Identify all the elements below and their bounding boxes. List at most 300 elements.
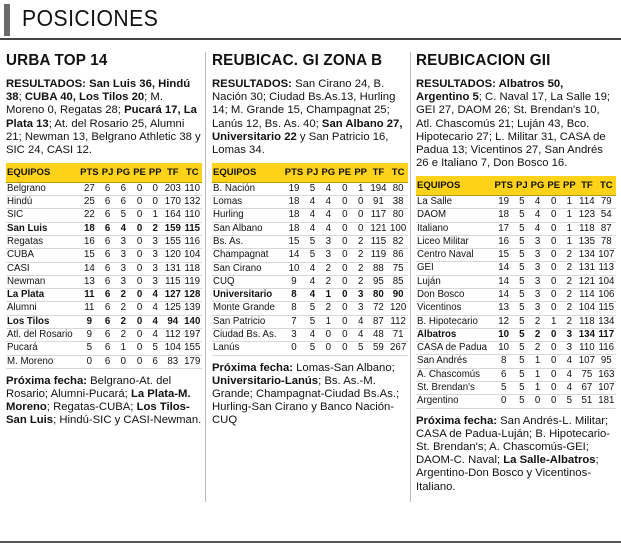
- pts-cell: 22: [78, 209, 100, 222]
- bottom-rule: [0, 541, 621, 543]
- tf-cell: 125: [164, 302, 181, 314]
- team-name-cell: B. Nación: [212, 182, 283, 195]
- results-paragraph: [6, 78, 202, 157]
- section-title: REUBICAC. GI ZONA B: [212, 52, 383, 69]
- pg-cell: 6: [115, 196, 132, 209]
- pts-cell: 5: [78, 342, 100, 355]
- pp-cell: 2: [147, 222, 163, 235]
- table-row: [6, 289, 202, 302]
- team-name-cell: Albatros: [416, 328, 493, 341]
- table-row: [6, 275, 202, 288]
- tf-cell: 120: [164, 249, 181, 261]
- next-fixtures-paragraph: [212, 362, 408, 428]
- pe-cell: 0: [337, 302, 353, 315]
- column-header-tc: TC: [183, 163, 202, 182]
- pe-cell: 0: [132, 182, 148, 195]
- pg-cell: 3: [529, 275, 546, 288]
- column-header-tf: TF: [163, 163, 182, 182]
- pts-cell: 6: [493, 368, 515, 381]
- text-run: y San Patricio 16, Lomas 34.: [212, 130, 389, 157]
- tc-cell: 113: [598, 262, 614, 274]
- bold-text-run: San Albano 27, Universitario 22: [212, 117, 403, 143]
- pe-cell: 0: [546, 222, 562, 235]
- tc-cell: 115: [184, 222, 201, 234]
- table-row: [416, 275, 616, 288]
- pp-cell: 3: [562, 328, 578, 341]
- team-name-cell: A. Chascomús: [416, 368, 493, 381]
- pg-cell: 0: [529, 395, 546, 408]
- pp-cell: 2: [562, 289, 578, 302]
- pj-cell: 5: [515, 328, 530, 341]
- table-row: [6, 262, 202, 275]
- section-title: URBA TOP 14: [6, 52, 108, 69]
- bold-text-run: Próxima fecha:: [416, 414, 501, 427]
- table-row: [212, 235, 408, 248]
- pj-cell: 4: [305, 209, 320, 222]
- pe-cell: 0: [546, 355, 562, 368]
- tf-cell: 119: [369, 249, 389, 262]
- pj-cell: 5: [515, 275, 530, 288]
- pp-cell: 0: [353, 196, 369, 209]
- tc-cell: 107: [598, 382, 615, 394]
- tc-cell: 128: [184, 289, 201, 301]
- pp-cell: 1: [562, 195, 578, 208]
- pg-cell: 0: [320, 342, 337, 355]
- team-name-cell: San Cirano: [212, 262, 283, 275]
- table-header-row: [6, 163, 202, 182]
- table-row: [212, 209, 408, 222]
- pts-cell: 16: [78, 235, 100, 248]
- tf-cell: 48: [369, 328, 389, 341]
- next-fixtures-paragraph: [6, 375, 202, 428]
- team-name-cell: CASA de Padua: [416, 342, 493, 355]
- pg-cell: 2: [115, 289, 132, 302]
- team-name-cell: Regatas: [6, 235, 78, 248]
- bold-text-run: San Luis 36, Hindú 38: [6, 78, 191, 104]
- tc-cell: 140: [184, 315, 201, 327]
- table-row: [6, 355, 202, 368]
- bold-text-run: Albatros 50, Argentino 5: [416, 78, 564, 104]
- team-name-cell: Alumni: [6, 302, 78, 315]
- pts-cell: 0: [78, 355, 100, 368]
- tc-cell: 54: [597, 209, 616, 222]
- page-title: POSICIONES: [22, 5, 159, 31]
- standings-table: [6, 163, 202, 369]
- pe-cell: 0: [132, 209, 148, 222]
- pts-cell: 9: [283, 275, 305, 288]
- pp-cell: 3: [147, 262, 163, 275]
- tc-cell: 197: [184, 328, 201, 340]
- table-row: [212, 342, 408, 355]
- tf-cell: 115: [165, 275, 181, 287]
- pts-cell: 15: [283, 235, 305, 248]
- pe-cell: 0: [337, 342, 353, 355]
- tf-cell: 194: [370, 182, 387, 194]
- pg-cell: 6: [115, 182, 132, 195]
- pg-cell: 2: [529, 342, 546, 355]
- team-name-cell: San Patricio: [212, 315, 283, 328]
- pg-cell: 2: [529, 315, 546, 328]
- pts-cell: 17: [493, 222, 515, 235]
- pj-cell: 5: [305, 315, 320, 328]
- team-name-cell: Argentino: [416, 395, 493, 408]
- pe-cell: 0: [337, 209, 353, 222]
- text-run: ; Regatas-CUBA;: [46, 401, 137, 414]
- pe-cell: 0: [546, 195, 562, 208]
- tc-cell: 116: [598, 342, 614, 354]
- bold-text-run: RESULTADOS:: [6, 78, 90, 90]
- text-run: ; Bs. As.-M. Grande; Champagnat-Ciudad Bs.As.; Hurling-San Cirano y Banco Nación-CUQ: [212, 374, 400, 427]
- tf-cell: 87: [369, 315, 389, 328]
- pp-cell: 6: [147, 355, 163, 368]
- pp-cell: 4: [147, 328, 163, 341]
- tf-cell: 131: [164, 262, 181, 274]
- pg-cell: 4: [320, 196, 337, 209]
- pj-cell: 4: [305, 262, 320, 275]
- pts-cell: 15: [493, 249, 515, 262]
- bold-text-run: CUBA 40, Los Tilos 20: [24, 91, 145, 104]
- pts-cell: 14: [493, 275, 515, 288]
- pg-cell: 2: [529, 328, 546, 341]
- pg-cell: 2: [320, 275, 337, 288]
- tc-cell: 179: [184, 355, 201, 367]
- pp-cell: 4: [147, 302, 163, 315]
- pp-cell: 0: [353, 209, 369, 222]
- column-header-equipos: EQUIPOS: [416, 176, 493, 195]
- pp-cell: 0: [353, 222, 369, 235]
- pg-cell: 1: [529, 368, 546, 381]
- column-header-pp: PP: [147, 163, 163, 182]
- bold-text-run: RESULTADOS:: [212, 78, 296, 90]
- tf-cell: 91: [369, 196, 389, 209]
- column-reubicacion-gii: [416, 52, 616, 494]
- pe-cell: 0: [337, 182, 353, 195]
- team-name-cell: St. Brendan's: [416, 382, 493, 395]
- column-header-tf: TF: [577, 176, 596, 195]
- pe-cell: 0: [546, 302, 562, 315]
- pe-cell: 0: [132, 289, 148, 302]
- text-run: ; At. del Rosario 25, Alumni 21; Newman 13, Belgrano Athletic 38 y SIC 24, CASI 12.: [6, 117, 201, 157]
- pj-cell: 6: [100, 196, 115, 209]
- table-row: [416, 355, 616, 368]
- column-divider: [205, 52, 206, 502]
- tc-cell: 86: [388, 249, 408, 262]
- pp-cell: 1: [353, 182, 369, 195]
- tf-cell: 75: [577, 368, 596, 381]
- table-row: [212, 302, 408, 315]
- tc-cell: 104: [598, 275, 615, 287]
- pts-cell: 11: [78, 289, 100, 302]
- pp-cell: 4: [562, 355, 578, 368]
- pts-cell: 18: [493, 209, 515, 222]
- pp-cell: 3: [147, 235, 163, 248]
- tf-cell: 115: [369, 235, 389, 248]
- team-name-cell: Lomas: [212, 196, 283, 209]
- table-row: [416, 195, 616, 208]
- pe-cell: 0: [337, 262, 353, 275]
- pts-cell: 14: [78, 262, 100, 275]
- pts-cell: 18: [283, 196, 305, 209]
- pg-cell: 2: [320, 262, 337, 275]
- table-row: [416, 302, 616, 315]
- pe-cell: 0: [132, 249, 148, 262]
- tf-cell: 134: [578, 328, 595, 340]
- pp-cell: 5: [147, 342, 163, 355]
- tc-cell: 82: [388, 235, 408, 248]
- table-row: [6, 196, 202, 209]
- pts-cell: 10: [493, 328, 515, 341]
- pts-cell: 13: [78, 275, 100, 288]
- pj-cell: 4: [305, 275, 320, 288]
- team-name-cell: CASI: [6, 262, 78, 275]
- pg-cell: 3: [529, 262, 546, 275]
- pj-cell: 6: [100, 182, 115, 195]
- pj-cell: 5: [515, 222, 530, 235]
- table-row: [212, 275, 408, 288]
- tf-cell: 95: [369, 275, 389, 288]
- table-row: [6, 235, 202, 248]
- tf-cell: 114: [579, 195, 595, 207]
- table-row: [212, 289, 408, 302]
- tf-cell: 88: [369, 262, 389, 275]
- tc-cell: 163: [598, 368, 615, 380]
- pg-cell: 0: [115, 355, 132, 368]
- pg-cell: 3: [115, 275, 132, 288]
- pg-cell: 4: [320, 182, 337, 195]
- tc-cell: 71: [388, 328, 408, 341]
- bold-text-run: La Salle-Albatros: [503, 454, 596, 467]
- tf-cell: 203: [164, 182, 181, 194]
- pp-cell: 4: [562, 382, 578, 395]
- table-row: [6, 182, 202, 195]
- pe-cell: 0: [337, 275, 353, 288]
- team-name-cell: Hindú: [6, 196, 78, 209]
- table-row: [212, 328, 408, 341]
- tc-cell: 134: [598, 315, 615, 327]
- pp-cell: 2: [353, 235, 369, 248]
- bold-text-run: Los Tilos-San Luis: [6, 401, 190, 427]
- pg-cell: 4: [529, 209, 546, 222]
- pp-cell: 3: [562, 342, 578, 355]
- pj-cell: 4: [305, 222, 320, 235]
- tf-cell: 104: [164, 342, 181, 354]
- tf-cell: 121: [578, 275, 595, 287]
- table-row: [416, 328, 616, 341]
- pts-cell: 14: [493, 262, 515, 275]
- pj-cell: 6: [100, 249, 115, 262]
- pg-cell: 1: [115, 342, 132, 355]
- pp-cell: 1: [147, 209, 163, 222]
- tf-cell: 121: [370, 222, 387, 234]
- column-reubicac-gi-zona-b: [212, 52, 408, 428]
- column-header-pg: PG: [529, 176, 546, 195]
- pj-cell: 5: [515, 209, 530, 222]
- pj-cell: 6: [100, 289, 115, 302]
- pg-cell: 1: [529, 382, 546, 395]
- team-name-cell: Newman: [6, 275, 78, 288]
- pj-cell: 4: [305, 289, 320, 302]
- pg-cell: 4: [320, 209, 337, 222]
- pg-cell: 5: [115, 209, 132, 222]
- tc-cell: 95: [597, 355, 616, 368]
- tf-cell: 107: [578, 355, 595, 367]
- pg-cell: 1: [529, 355, 546, 368]
- tc-cell: 107: [598, 249, 615, 261]
- tc-cell: 110: [183, 182, 202, 195]
- team-name-cell: Champagnat: [212, 249, 283, 262]
- team-name-cell: SIC: [6, 209, 78, 222]
- pg-cell: 4: [320, 222, 337, 235]
- pg-cell: 3: [115, 262, 132, 275]
- tc-cell: 80: [388, 209, 408, 222]
- text-run: Belgrano-At. del Rosario; Alumni-Pucará;: [6, 374, 172, 401]
- pp-cell: 2: [562, 315, 578, 328]
- table-row: [416, 235, 616, 248]
- pts-cell: 16: [493, 235, 515, 248]
- page-header: [0, 0, 621, 40]
- pj-cell: 5: [515, 195, 530, 208]
- tf-cell: 59: [369, 342, 389, 355]
- team-name-cell: Vicentinos: [416, 302, 493, 315]
- pp-cell: 2: [562, 275, 578, 288]
- team-name-cell: M. Moreno: [6, 355, 78, 368]
- column-header-pts: PTS: [493, 176, 515, 195]
- tc-cell: 75: [388, 262, 408, 275]
- team-name-cell: La Plata: [6, 289, 78, 302]
- pj-cell: 5: [515, 382, 530, 395]
- pp-cell: 2: [562, 249, 578, 262]
- bold-text-run: Pucará 17, La Plata 13: [6, 104, 197, 130]
- pe-cell: 0: [337, 289, 353, 302]
- team-name-cell: Universitario: [212, 289, 283, 302]
- tc-cell: 118: [183, 262, 202, 275]
- tc-cell: 104: [184, 249, 201, 261]
- team-name-cell: Belgrano: [6, 182, 78, 195]
- pj-cell: 5: [515, 289, 530, 302]
- pj-cell: 6: [100, 262, 115, 275]
- pp-cell: 3: [147, 275, 163, 288]
- table-row: [6, 315, 202, 328]
- tf-cell: 134: [578, 249, 595, 261]
- column-header-tf: TF: [369, 163, 389, 182]
- pp-cell: 3: [353, 302, 369, 315]
- table-row: [212, 222, 408, 235]
- tc-cell: 78: [597, 235, 616, 248]
- column-header-pp: PP: [562, 176, 578, 195]
- pp-cell: 2: [353, 275, 369, 288]
- tf-cell: 83: [163, 355, 182, 368]
- table-row: [212, 196, 408, 209]
- tf-cell: 112: [165, 328, 181, 340]
- pp-cell: 3: [147, 249, 163, 262]
- text-run: ; Hindú-SIC y CASI-Newman.: [53, 414, 202, 427]
- pj-cell: 5: [515, 355, 530, 368]
- team-name-cell: Monte Grande: [212, 302, 283, 315]
- pg-cell: 0: [320, 328, 337, 341]
- table-row: [416, 382, 616, 395]
- pg-cell: 3: [320, 235, 337, 248]
- table-row: [6, 328, 202, 341]
- table-row: [6, 342, 202, 355]
- text-run: ; M. Moreno 0, Regatas 28;: [6, 91, 163, 117]
- pe-cell: 0: [546, 289, 562, 302]
- tf-cell: 127: [164, 289, 181, 301]
- header-accent-bar: [4, 4, 10, 36]
- pg-cell: 4: [115, 222, 132, 235]
- pp-cell: 2: [353, 249, 369, 262]
- pe-cell: 1: [546, 315, 562, 328]
- results-paragraph: [416, 78, 616, 170]
- results-paragraph: [212, 78, 408, 157]
- pj-cell: 5: [305, 182, 320, 195]
- column-header-pe: PE: [546, 176, 562, 195]
- pe-cell: 0: [132, 355, 148, 368]
- pj-cell: 5: [515, 368, 530, 381]
- bold-text-run: RESULTADOS:: [416, 78, 499, 90]
- pe-cell: 0: [546, 209, 562, 222]
- pe-cell: 0: [132, 262, 148, 275]
- table-row: [416, 209, 616, 222]
- bold-text-run: La Plata-M. Moreno: [6, 388, 191, 414]
- pp-cell: 1: [562, 222, 578, 235]
- column-header-pg: PG: [320, 163, 337, 182]
- pg-cell: 2: [115, 315, 132, 328]
- tf-cell: 123: [578, 209, 595, 221]
- pe-cell: 0: [132, 275, 148, 288]
- pe-cell: 0: [546, 275, 562, 288]
- pe-cell: 0: [132, 196, 148, 209]
- tf-cell: 135: [578, 235, 595, 247]
- column-header-pp: PP: [353, 163, 369, 182]
- team-name-cell: B. Hipotecario: [416, 315, 493, 328]
- pj-cell: 5: [515, 262, 530, 275]
- team-name-cell: San Andrés: [416, 355, 493, 368]
- pe-cell: 0: [132, 302, 148, 315]
- pe-cell: 0: [546, 249, 562, 262]
- pts-cell: 8: [283, 289, 305, 302]
- pe-cell: 0: [132, 315, 148, 328]
- column-header-equipos: EQUIPOS: [212, 163, 283, 182]
- pj-cell: 5: [305, 249, 320, 262]
- pg-cell: 2: [115, 328, 132, 341]
- tf-cell: 51: [577, 395, 596, 408]
- tc-cell: 110: [183, 209, 202, 222]
- table-header-row: [212, 163, 408, 182]
- bold-text-run: Próxima fecha:: [6, 374, 91, 387]
- column-header-tc: TC: [597, 176, 616, 195]
- tc-cell: 87: [597, 222, 616, 235]
- team-name-cell: Lanús: [212, 342, 283, 355]
- team-name-cell: San Luis: [6, 222, 78, 235]
- column-header-pts: PTS: [78, 163, 100, 182]
- team-name-cell: Atl. del Rosario: [6, 328, 78, 341]
- text-run: San Andrés-L. Militar; CASA de Padua-Luján; B. Hipotecario-St. Brendan's; A. Chascomús-GEI; DAOM-C. Naval;: [416, 414, 611, 467]
- pts-cell: 15: [78, 249, 100, 262]
- table-row: [212, 315, 408, 328]
- team-name-cell: Luján: [416, 275, 493, 288]
- pp-cell: 4: [353, 315, 369, 328]
- team-name-cell: Bs. As.: [212, 235, 283, 248]
- pe-cell: 0: [546, 395, 562, 408]
- pg-cell: 3: [320, 249, 337, 262]
- tf-cell: 118: [579, 315, 595, 327]
- column-header-pe: PE: [337, 163, 353, 182]
- table-row: [416, 342, 616, 355]
- pj-cell: 5: [515, 315, 530, 328]
- pg-cell: 3: [529, 289, 546, 302]
- pts-cell: 10: [493, 342, 515, 355]
- table-row: [212, 182, 408, 195]
